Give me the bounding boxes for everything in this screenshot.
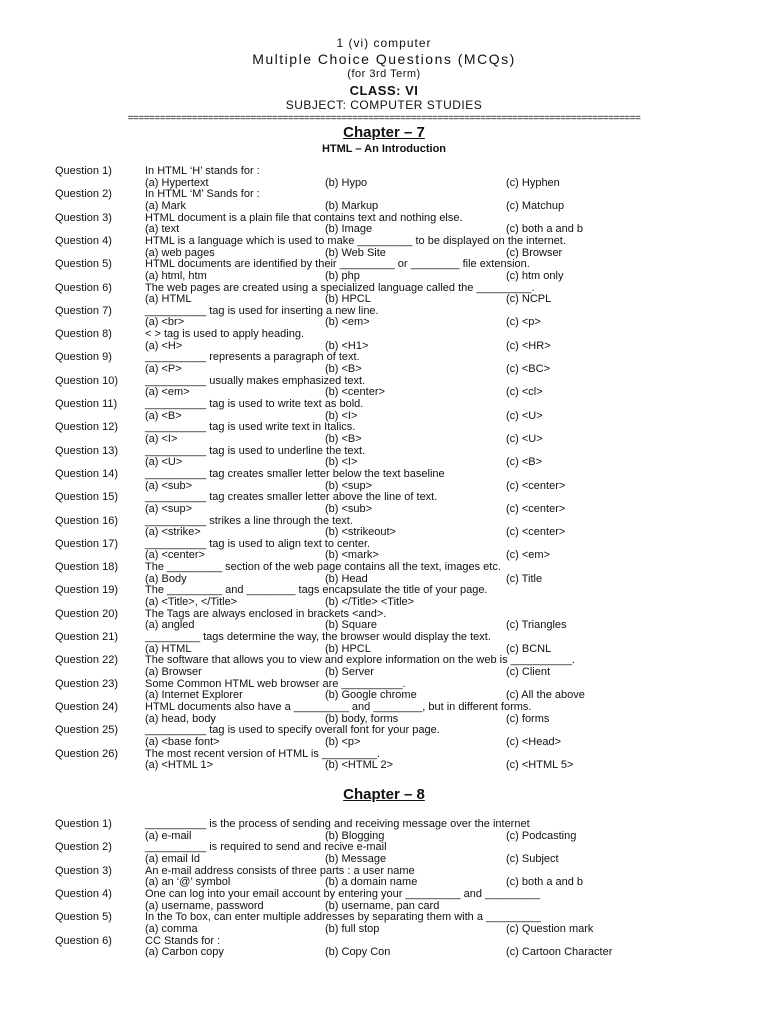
option-a: (a) <sub> xyxy=(145,479,193,492)
option-b: (b) Web Site xyxy=(325,246,386,259)
option-a: (a) <Title>, </Title> xyxy=(145,596,238,609)
question-number: Question 22) xyxy=(55,654,118,667)
option-c: (c) both a and b xyxy=(506,223,584,236)
option-c: (c) All the above xyxy=(506,689,585,702)
option-c: (c) <HTML 5> xyxy=(506,759,574,772)
option-b: (b) <H1> xyxy=(325,339,369,352)
option-b: (b) <sup> xyxy=(325,479,373,492)
option-a: (a) <P> xyxy=(145,363,182,376)
question-number: Question 23) xyxy=(55,677,118,690)
option-b: (b) HPCL xyxy=(325,642,371,655)
question-number: Question 8) xyxy=(55,328,112,341)
option-c: (c) <em> xyxy=(506,549,551,562)
question-text: In HTML ‘H’ stands for : xyxy=(145,165,260,177)
option-a: (a) <HTML 1> xyxy=(145,759,214,772)
question-text: The most recent version of HTML is _________. xyxy=(145,747,380,760)
option-b: (b) Blogging xyxy=(325,829,385,842)
question-number: Question 10) xyxy=(55,374,118,387)
option-a: (a) e-mail xyxy=(145,829,192,842)
option-b: (b) <B> xyxy=(325,432,362,445)
question-number: Question 21) xyxy=(55,631,118,643)
question-number: Question 4) xyxy=(55,887,112,900)
option-b: (b) <B> xyxy=(325,363,362,376)
question-number: Question 19) xyxy=(55,584,118,597)
term-label: (for 3rd Term) xyxy=(347,68,421,80)
question-text: HTML is a language which is used to make _________ to be displayed on the internet. xyxy=(145,234,566,247)
option-b: (b) username, pan card xyxy=(325,899,440,912)
question-number: Question 11) xyxy=(55,398,118,410)
option-b: (b) Hypo xyxy=(325,176,368,189)
option-c: (c) <HR> xyxy=(506,339,551,352)
option-a: (a) <B> xyxy=(145,409,182,422)
option-c: (c) Question mark xyxy=(506,922,594,935)
question-number: Question 6) xyxy=(55,281,112,294)
option-a: (a) Browser xyxy=(145,665,202,678)
question-text: __________ tag is used to specify overall font for your page. xyxy=(145,724,440,737)
question-text: An e-mail address consists of three parts : a user name xyxy=(145,864,415,877)
question-text: The _________ section of the web page contains all the text, images etc. xyxy=(145,561,501,574)
question-number: Question 17) xyxy=(55,537,118,550)
question-number: Question 1) xyxy=(55,818,112,830)
option-a: (a) an ‘@’ symbol xyxy=(145,876,231,889)
option-c: (c) <Head> xyxy=(506,735,562,748)
question-text: The Tags are always enclosed in brackets <and>. xyxy=(145,607,387,620)
option-c: (c) Matchup xyxy=(506,199,565,212)
option-b: (b) Markup xyxy=(325,199,379,212)
option-a: (a) email Id xyxy=(145,852,201,865)
option-a: (a) Hypertext xyxy=(145,176,209,189)
question-number: Question 26) xyxy=(55,747,118,760)
class-label: CLASS: VI xyxy=(349,83,419,98)
option-b: (b) HPCL xyxy=(325,293,371,306)
chapter-subtitle: HTML – An Introduction xyxy=(321,143,447,155)
option-b: (b) <I> xyxy=(325,456,358,469)
option-b: (b) </Title> <Title> xyxy=(325,596,415,609)
question-number: Question 2) xyxy=(55,188,112,201)
question-number: Question 1) xyxy=(55,165,112,177)
question-text: __________ is the process of sending and receiving message over the internet xyxy=(145,818,530,830)
option-c: (c) NCPL xyxy=(506,293,552,306)
question-number: Question 6) xyxy=(55,934,112,947)
option-b: (b) body, forms xyxy=(325,712,399,725)
question-text: The web pages are created using a specialized language called the _________. xyxy=(145,281,535,294)
chapter-title: Chapter – 8 xyxy=(343,786,425,803)
option-a: (a) text xyxy=(145,223,180,236)
option-a: (a) comma xyxy=(145,922,198,935)
option-b: (b) a domain name xyxy=(325,876,418,889)
question-text: HTML documents are identified by their _________ or ________ file extension. xyxy=(145,258,530,271)
option-b: (b) Message xyxy=(325,852,387,865)
option-c: (c) Browser xyxy=(506,246,563,259)
question-number: Question 9) xyxy=(55,351,112,364)
option-b: (b) <center> xyxy=(325,386,385,399)
question-text: HTML document is a plain file that contains text and nothing else. xyxy=(145,211,463,224)
question-text: __________ tag is used for inserting a new line. xyxy=(145,304,379,317)
document-title: Multiple Choice Questions (MCQs) xyxy=(252,51,516,67)
option-b: (b) <I> xyxy=(325,409,358,422)
option-c: (c) <U> xyxy=(506,432,543,445)
option-b: (b) <mark> xyxy=(325,549,379,562)
option-c: (c) <B> xyxy=(506,456,543,469)
question-text: < > tag is used to apply heading. xyxy=(145,328,305,341)
question-text: Some Common HTML web browser are __________. xyxy=(145,677,406,690)
option-c: (c) Podcasting xyxy=(506,829,577,842)
question-text: __________ represents a paragraph of text. xyxy=(145,351,360,364)
option-c: (c) Subject xyxy=(506,852,559,865)
option-c: (c) <p> xyxy=(506,316,541,329)
option-a: (a) angled xyxy=(145,619,195,632)
question-text: __________ tag is used to write text as bold. xyxy=(145,398,364,410)
question-number: Question 3) xyxy=(55,211,112,224)
option-a: (a) <strike> xyxy=(145,526,201,539)
option-a: (a) <U> xyxy=(145,456,183,469)
question-number: Question 14) xyxy=(55,467,118,480)
separator-rule: ================================================================================================ xyxy=(127,113,641,124)
option-b: (b) <strikeout> xyxy=(325,526,396,539)
question-text: __________ tag is used to align text to center. xyxy=(145,537,371,550)
question-number: Question 16) xyxy=(55,514,118,527)
subject-label: SUBJECT: COMPUTER STUDIES xyxy=(285,98,483,112)
chapter-title: Chapter – 7 xyxy=(343,124,425,141)
option-a: (a) HTML xyxy=(145,642,192,655)
question-text: HTML documents also have a _________ and ________, but in different forms. xyxy=(145,700,532,713)
question-number: Question 2) xyxy=(55,841,112,854)
option-c: (c) Client xyxy=(506,665,551,678)
question-number: Question 24) xyxy=(55,700,118,713)
option-a: (a) Body xyxy=(145,572,187,585)
question-number: Question 5) xyxy=(55,911,112,924)
question-text: The _________ and ________ tags encapsulate the title of your page. xyxy=(145,584,488,597)
option-c: (c) <center> xyxy=(506,502,566,515)
option-b: (b) <p> xyxy=(325,735,361,748)
question-number: Question 5) xyxy=(55,258,112,271)
option-c: (c) forms xyxy=(506,712,550,725)
option-a: (a) <I> xyxy=(145,432,178,445)
option-b: (b) Copy Con xyxy=(325,946,391,959)
option-b: (b) <em> xyxy=(325,316,370,329)
question-number: Question 3) xyxy=(55,864,112,877)
question-text: __________ tag is used write text in Italics. xyxy=(145,421,356,434)
question-number: Question 18) xyxy=(55,561,118,574)
option-c: (c) both a and b xyxy=(506,876,584,889)
question-number: Question 12) xyxy=(55,421,118,434)
option-a: (a) <base font> xyxy=(145,735,220,748)
option-c: (c) <center> xyxy=(506,479,566,492)
question-number: Question 4) xyxy=(55,234,112,247)
question-text: __________ tag is used to underline the text. xyxy=(145,444,366,457)
option-b: (b) Google chrome xyxy=(325,689,417,702)
option-a: (a) <H> xyxy=(145,339,183,352)
option-a: (a) <sup> xyxy=(145,502,193,515)
question-text: In the To box, can enter multiple addresses by separating them with a _________ xyxy=(145,911,542,924)
option-b: (b) php xyxy=(325,269,360,282)
question-text: One can log into your email account by entering your _________ and _________ xyxy=(145,887,541,900)
option-a: (a) Mark xyxy=(145,199,186,212)
option-a: (a) Internet Explorer xyxy=(145,689,243,702)
option-b: (b) Image xyxy=(325,223,373,236)
option-b: (b) Square xyxy=(325,619,377,632)
option-c: (c) BCNL xyxy=(506,642,552,655)
option-b: (b) <HTML 2> xyxy=(325,759,394,772)
question-number: Question 20) xyxy=(55,607,118,620)
option-b: (b) full stop xyxy=(325,922,380,935)
option-c: (c) Title xyxy=(506,572,543,585)
option-a: (a) web pages xyxy=(145,246,215,259)
option-a: (a) HTML xyxy=(145,293,192,306)
option-b: (b) Server xyxy=(325,665,374,678)
question-text: __________ tag creates smaller letter below the text baseline xyxy=(145,467,445,480)
option-c: (c) <BC> xyxy=(506,363,551,376)
option-a: (a) <br> xyxy=(145,316,185,329)
option-b: (b) <sub> xyxy=(325,502,373,515)
question-text: __________ tag creates smaller letter above the line of text. xyxy=(145,491,438,504)
question-number: Question 13) xyxy=(55,444,118,457)
option-a: (a) head, body xyxy=(145,712,216,725)
question-number: Question 15) xyxy=(55,491,118,504)
question-text: _________ tags determine the way, the browser would display the text. xyxy=(145,631,491,643)
question-text: CC Stands for : xyxy=(145,934,221,947)
option-c: (c) <center> xyxy=(506,526,566,539)
question-text: __________ strikes a line through the text. xyxy=(145,514,353,527)
option-a: (a) <em> xyxy=(145,386,190,399)
header-line: 1 (vi) computer xyxy=(336,36,432,50)
option-a: (a) html, htm xyxy=(145,269,207,282)
option-b: (b) Head xyxy=(325,572,368,585)
option-c: (c) Cartoon Character xyxy=(506,946,613,959)
question-number: Question 7) xyxy=(55,304,112,317)
question-number: Question 25) xyxy=(55,724,118,737)
option-a: (a) username, password xyxy=(145,899,264,912)
option-c: (c) Hyphen xyxy=(506,176,560,189)
option-a: (a) Carbon copy xyxy=(145,946,224,959)
question-text: In HTML ‘M’ Sands for : xyxy=(145,188,260,201)
option-c: (c) <cl> xyxy=(506,386,543,399)
question-text: __________ usually makes emphasized text. xyxy=(145,374,366,387)
option-a: (a) <center> xyxy=(145,549,205,562)
option-c: (c) htm only xyxy=(506,269,564,282)
option-c: (c) <U> xyxy=(506,409,543,422)
question-text: __________ is required to send and recive e-mail xyxy=(145,841,387,854)
question-text: The software that allows you to view and explore information on the web is __________. xyxy=(145,654,575,667)
option-c: (c) Triangles xyxy=(506,619,567,632)
